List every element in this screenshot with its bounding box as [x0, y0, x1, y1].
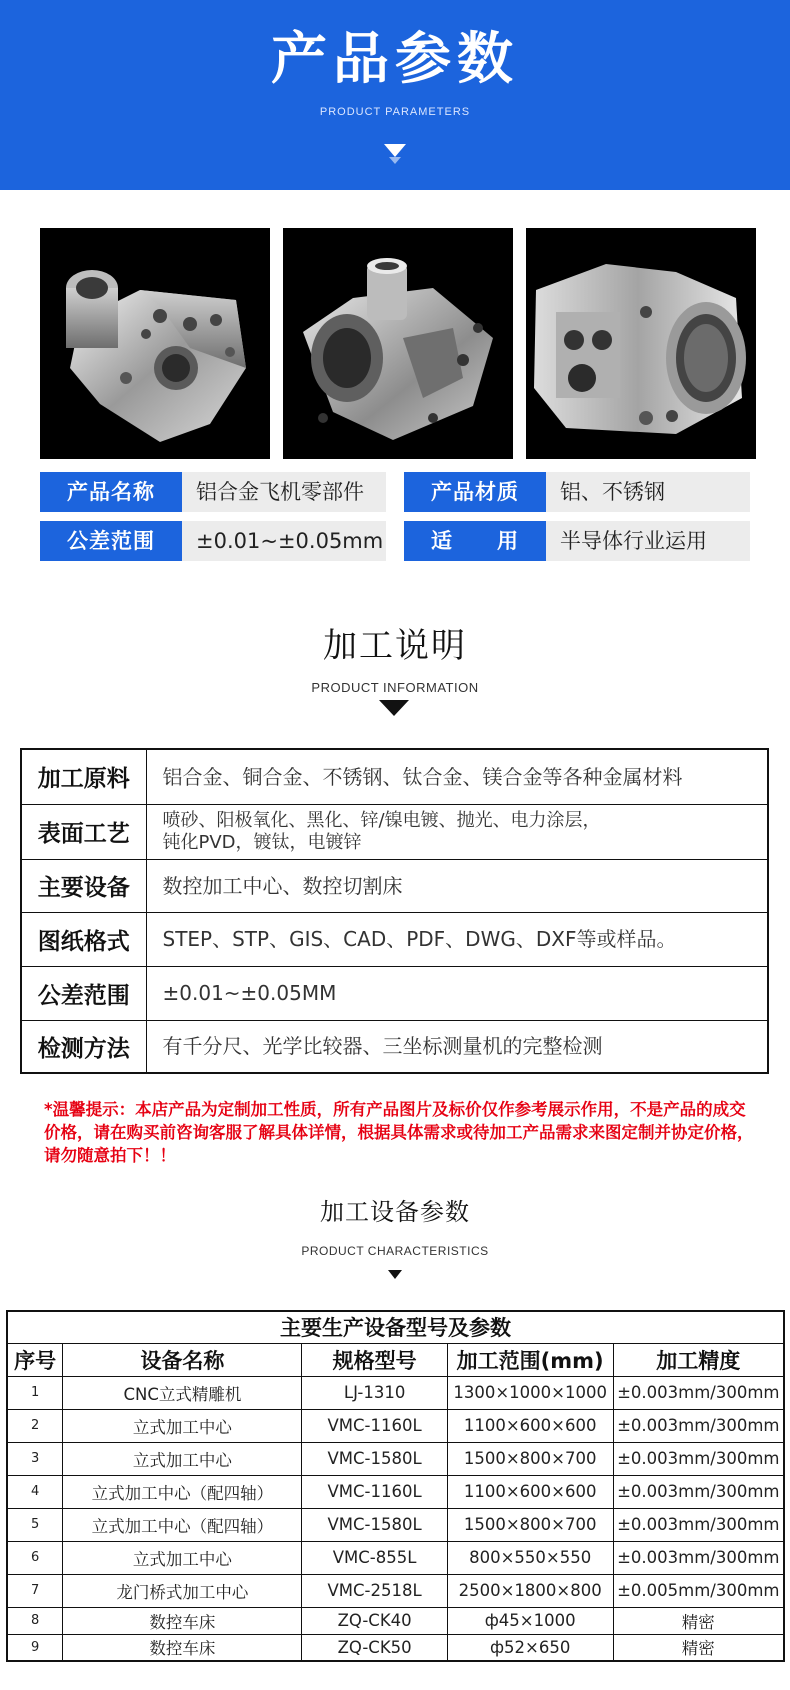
- product-photo-1: [40, 228, 270, 459]
- process-line: 铝合金、铜合金、不锈钢、钛合金、镁合金等各种金属材料: [162, 764, 683, 789]
- cell-index: 6: [7, 1541, 63, 1574]
- equipment-table: [6, 1310, 785, 1662]
- spec-value: ±0.01~±0.05mm: [182, 521, 386, 561]
- header-name: 设备名称: [63, 1343, 302, 1376]
- process-value: [146, 749, 768, 804]
- table-row: [7, 1574, 784, 1607]
- spec-application: [404, 521, 750, 561]
- table-row: [7, 1541, 784, 1574]
- process-table: [20, 748, 769, 1074]
- cell-range: 800×550×550: [447, 1541, 613, 1574]
- cell-index: 9: [7, 1634, 63, 1661]
- cell-range: 1500×800×700: [447, 1508, 613, 1541]
- table-row: [21, 1020, 768, 1073]
- header-banner: [0, 0, 790, 190]
- cell-index: 7: [7, 1574, 63, 1607]
- spec-value: 半导体行业运用: [546, 521, 750, 561]
- table-row: [21, 749, 768, 804]
- cell-index: 2: [7, 1409, 63, 1442]
- process-key: 表面工艺: [21, 804, 146, 859]
- spec-material: [404, 472, 750, 512]
- cell-name: 立式加工中心: [63, 1409, 302, 1442]
- cell-precision: ±0.003mm/300mm: [613, 1409, 784, 1442]
- cell-model: VMC-1160L: [302, 1475, 447, 1508]
- header-precision: 加工精度: [613, 1343, 784, 1376]
- cell-model: ZQ-CK50: [302, 1634, 447, 1661]
- cell-precision: ±0.003mm/300mm: [613, 1475, 784, 1508]
- cell-name: 龙门桥式加工中心: [63, 1574, 302, 1607]
- table-caption: 主要生产设备型号及参数: [7, 1311, 784, 1343]
- cell-index: 1: [7, 1376, 63, 1409]
- process-line: ±0.01~±0.05MM: [162, 981, 337, 1005]
- table-row: [21, 966, 768, 1020]
- cell-model: ZQ-CK40: [302, 1607, 447, 1634]
- cell-model: VMC-855L: [302, 1541, 447, 1574]
- cell-model: VMC-2518L: [302, 1574, 447, 1607]
- process-value: [146, 804, 768, 859]
- process-section-subtitle: PRODUCT INFORMATION: [311, 680, 479, 695]
- cell-name: 数控车床: [63, 1634, 302, 1661]
- table-row: [7, 1409, 784, 1442]
- warning-notice: *温馨提示：本店产品为定制加工性质，所有产品图片及标价仅作参考展示作用，不是产品的成交价格，请在购买前咨询客服了解具体详情，根据具体需求或待加工产品需求来图定制并协定价格，请勿随意拍下！！: [44, 1100, 754, 1165]
- cell-index: 5: [7, 1508, 63, 1541]
- cell-range: 1500×800×700: [447, 1442, 613, 1475]
- cell-name: 立式加工中心: [63, 1442, 302, 1475]
- process-value: [146, 859, 768, 912]
- process-key: 主要设备: [21, 859, 146, 912]
- process-value: [146, 1020, 768, 1073]
- cell-model: VMC-1160L: [302, 1409, 447, 1442]
- cell-range: ф52×650: [447, 1634, 613, 1661]
- spec-value: 铝合金飞机零部件: [182, 472, 386, 512]
- cell-precision: ±0.003mm/300mm: [613, 1508, 784, 1541]
- process-key: 检测方法: [21, 1020, 146, 1073]
- cell-name: 立式加工中心: [63, 1541, 302, 1574]
- equipment-section-title: 加工设备参数: [320, 1198, 470, 1226]
- spec-label: 公差范围: [40, 521, 182, 561]
- process-key: 加工原料: [21, 749, 146, 804]
- product-photo-3: [526, 228, 756, 459]
- equipment-section-subtitle: PRODUCT CHARACTERISTICS: [301, 1244, 489, 1258]
- cell-range: 1100×600×600: [447, 1409, 613, 1442]
- cell-name: 立式加工中心（配四轴）: [63, 1475, 302, 1508]
- cell-range: ф45×1000: [447, 1607, 613, 1634]
- page-subtitle: PRODUCT PARAMETERS: [319, 106, 471, 118]
- process-key: 公差范围: [21, 966, 146, 1020]
- triangle-down-icon: [388, 1270, 402, 1280]
- table-row: [21, 912, 768, 966]
- chevron-down-icon: [382, 140, 408, 166]
- header-model: 规格型号: [302, 1343, 447, 1376]
- table-row: [7, 1376, 784, 1409]
- spec-tolerance: [40, 521, 386, 561]
- cell-model: VMC-1580L: [302, 1442, 447, 1475]
- product-photo-2: [283, 228, 513, 459]
- spec-product-name: [40, 472, 386, 512]
- cell-index: 4: [7, 1475, 63, 1508]
- spec-label: 适 用: [404, 521, 546, 561]
- process-line: 喷砂、阳极氧化、黑化、锌/镍电镀、抛光、电力涂层，: [162, 809, 601, 831]
- cell-precision: ±0.005mm/300mm: [613, 1574, 784, 1607]
- table-row: [7, 1508, 784, 1541]
- cell-range: 2500×1800×800: [447, 1574, 613, 1607]
- table-row: [7, 1475, 784, 1508]
- process-value: [146, 912, 768, 966]
- cell-precision: ±0.003mm/300mm: [613, 1376, 784, 1409]
- header-index: 序号: [7, 1343, 63, 1376]
- spec-label: 产品名称: [40, 472, 182, 512]
- cell-precision: ±0.003mm/300mm: [613, 1442, 784, 1475]
- cell-index: 3: [7, 1442, 63, 1475]
- cell-name: CNC立式精雕机: [63, 1376, 302, 1409]
- table-row: [21, 859, 768, 912]
- spec-label: 产品材质: [404, 472, 546, 512]
- spec-value: 铝、不锈钢: [546, 472, 750, 512]
- process-value: [146, 966, 768, 1020]
- cell-range: 1100×600×600: [447, 1475, 613, 1508]
- cell-precision: 精密: [613, 1607, 784, 1634]
- process-line: 数控加工中心、数控切割床: [162, 873, 403, 898]
- page-title: 产品参数: [271, 27, 519, 92]
- table-caption-row: [7, 1311, 784, 1343]
- table-header-row: [7, 1343, 784, 1376]
- process-line: 有千分尺、光学比较器、三坐标测量机的完整检测: [162, 1034, 603, 1059]
- cell-name: 立式加工中心（配四轴）: [63, 1508, 302, 1541]
- cell-model: LJ-1310: [302, 1376, 447, 1409]
- cell-precision: 精密: [613, 1634, 784, 1661]
- table-row: [21, 804, 768, 859]
- cell-name: 数控车床: [63, 1607, 302, 1634]
- process-section-title: 加工说明: [323, 626, 467, 666]
- table-row: [7, 1442, 784, 1475]
- cell-index: 8: [7, 1607, 63, 1634]
- triangle-down-icon: [379, 700, 409, 718]
- cell-precision: ±0.003mm/300mm: [613, 1541, 784, 1574]
- process-line: 钝化PVD，镀钛，电镀锌: [162, 831, 362, 853]
- process-line: STEP、STP、GIS、CAD、PDF、DWG、DXF等或样品。: [162, 927, 677, 951]
- cell-range: 1300×1000×1000: [447, 1376, 613, 1409]
- process-key: 图纸格式: [21, 912, 146, 966]
- table-row: [7, 1607, 784, 1634]
- table-row: [7, 1634, 784, 1661]
- header-range: 加工范围(mm): [447, 1343, 613, 1376]
- cell-model: VMC-1580L: [302, 1508, 447, 1541]
